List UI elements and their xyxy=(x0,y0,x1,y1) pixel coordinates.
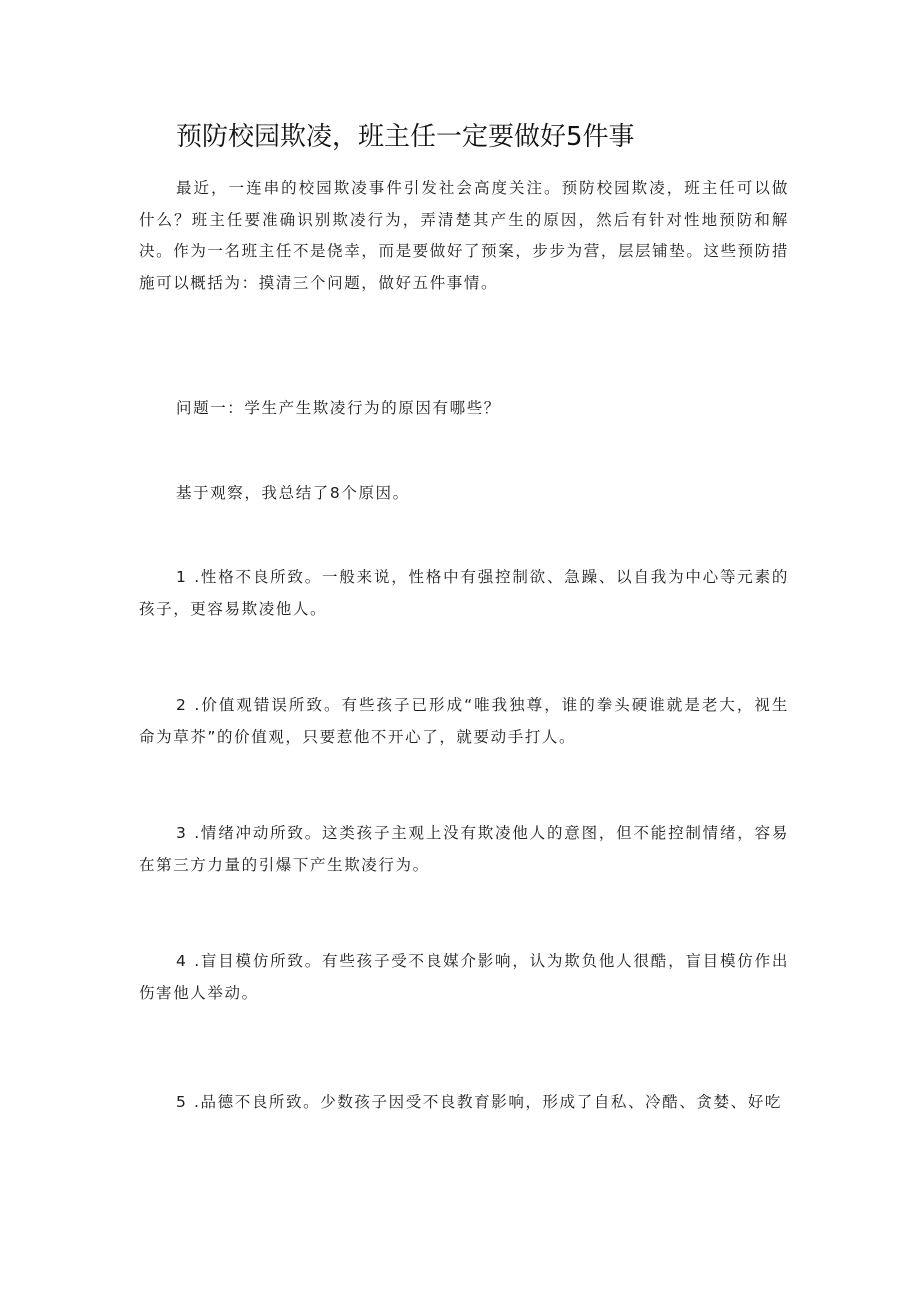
document-title: 预防校园欺凌，班主任一定要做好5件事 xyxy=(176,122,635,152)
paragraph-question-one: 问题一：学生产生欺凌行为的原因有哪些？ xyxy=(176,399,501,417)
paragraph-reason-2: 2 .价值观错误所致。有些孩子已形成“唯我独尊，谁的拳头硬谁就是老大，视生命为草芥”的价值观，只要惹他不开心了，就要动手打人。 xyxy=(139,696,789,746)
paragraph-reason-4: 4 .盲目模仿所致。有些孩子受不良媒介影响，认为欺负他人很酷，盲目模仿作出伤害他人举动。 xyxy=(139,952,789,1002)
paragraph-basis: 基于观察，我总结了8个原因。 xyxy=(176,484,410,502)
paragraph-reason-3: 3 .情绪冲动所致。这类孩子主观上没有欺凌他人的意图，但不能控制情绪，容易在第三方力量的引爆下产生欺凌行为。 xyxy=(139,824,789,874)
paragraph-intro: 最近，一连串的校园欺凌事件引发社会高度关注。预防校园欺凌，班主任可以做什么？班主任要准确识别欺凌行为，弄清楚其产生的原因，然后有针对性地预防和解决。作为一名班主任不是侥幸，而是要做好了预案，步步为营，层层铺垫。这些预防措施可以概括为：摸清三个问题，做好五件事情。 xyxy=(139,179,789,292)
paragraph-reason-5: 5 .品德不良所致。少数孩子因受不良教育影响，形成了自私、冷酷、贪婪、好吃 xyxy=(176,1093,782,1111)
paragraph-reason-1: 1 .性格不良所致。一般来说，性格中有强控制欲、急躁、以自我为中心等元素的孩子，更容易欺凌他人。 xyxy=(139,568,789,618)
